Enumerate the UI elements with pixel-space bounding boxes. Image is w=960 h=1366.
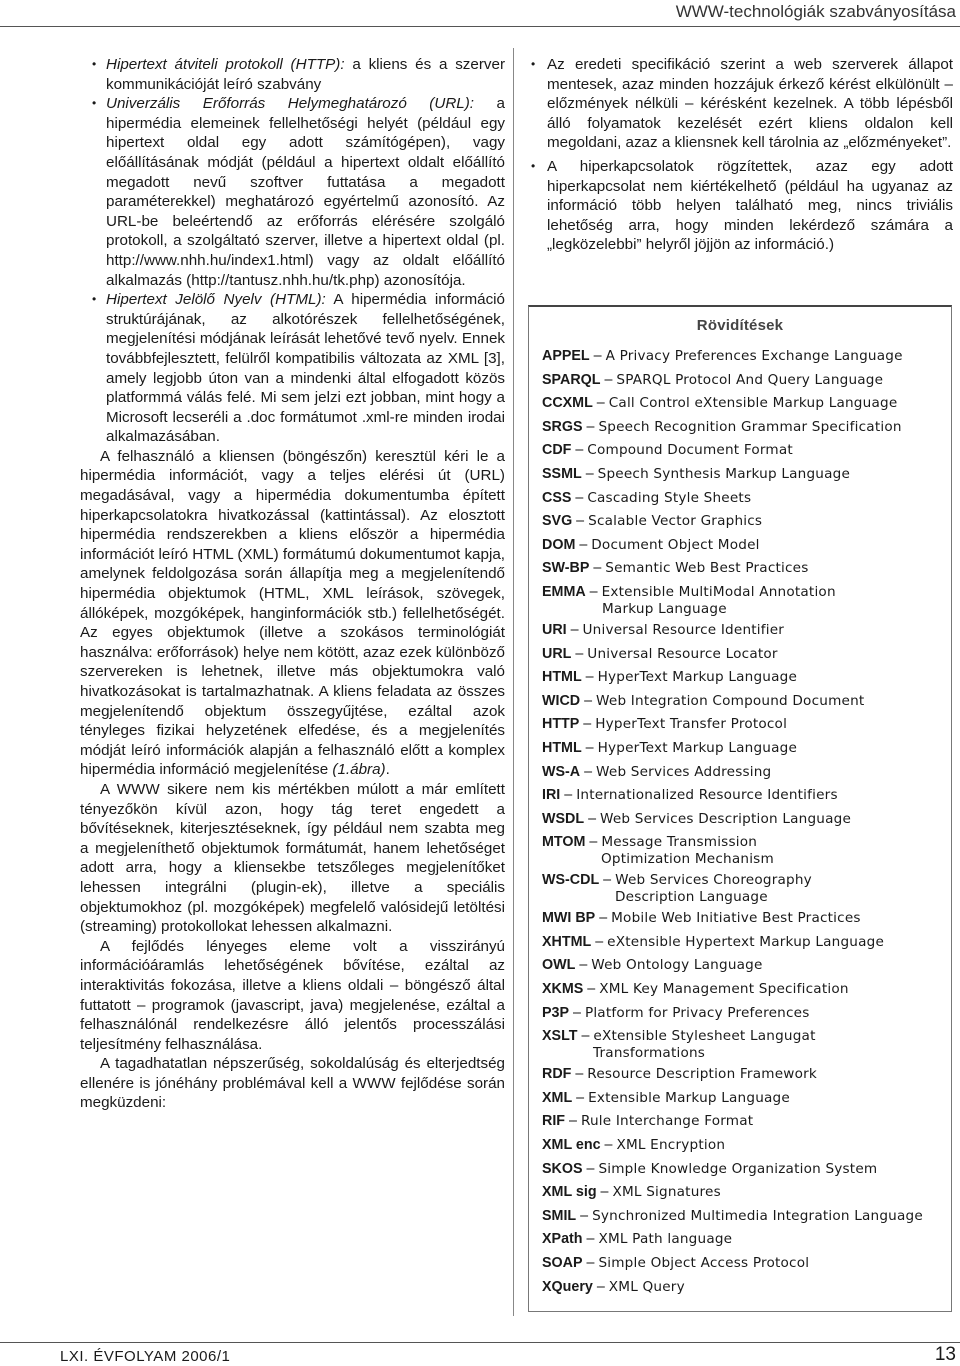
abbreviations-box <box>528 305 952 1312</box>
abbreviation-expansion: Web Services Choreography <box>615 872 812 889</box>
abbreviation-expansion: Simple Object Access Protocol <box>598 1255 810 1271</box>
abbreviation-item: CCXML – Call Control eXtensible Markup Language <box>542 395 898 412</box>
bullet-icon: • <box>92 96 97 111</box>
abbreviation: SOAP <box>542 1255 583 1271</box>
abbreviation-item: CSS – Cascading Style Sheets <box>542 489 752 506</box>
abbreviation: WS-A <box>542 763 581 780</box>
running-title: WWW-technológiák szabványosítása <box>675 2 956 21</box>
paragraph-text: A fejlődés lényeges eleme volt a visszirányú információáramlás lehetőségének bővítése, ezáltal az interaktivitás fokozása, illetve a kliens oldali – böngésző által futtatott – programok (javascript, java) megjelenése, ezáltal a felhasználónál rendelkezésre álló jelentős processzálási teljesítmény felhasználása. <box>80 937 505 1053</box>
abbreviation-expansion: XML Path language <box>598 1231 733 1248</box>
abbreviation: SVG <box>542 513 573 530</box>
abbreviation-item: XQuery – XML Query <box>542 1278 685 1295</box>
abbreviation: XSLT <box>542 1028 578 1045</box>
abbreviation-expansion: Internationalized Resource Identifiers <box>576 787 838 804</box>
list-item <box>528 157 953 255</box>
page-number: 13 <box>934 1344 956 1365</box>
paragraph-text: A felhasználó a kliensen (böngészőn) keresztül kéri le a hipermédia információt, vagy a teljes elérési út (URL) megadásával, vagy a hipermédia dokumentumba épített hiperkapcsolatokra hivatkozással (kattintással). Az elosztott hipermédia rendszerekben a kliens először a hipermédia információt leíró HTML (XML) formátumú dokumentumot kapja, amelynek feldolgozása során állapítja meg a megjelenítendő hipermédia objektumok (HTML, XML leírások, szövegek, állóképek, mozgóképek, hanginformációk stb.) fellelhetőségét. Az egyes objektumok (illetve a szokásos terminológiát használva: erőforrások) helye nem kötött, azaz ezek különböző szervereken is lehetnek, illetve más objektumokra való hivatkozásokat is tartalmazhatnak. A kliens feladata az összes megjelenítendő objektum összegyűjtése, ezáltal azok tényleges fizikai helyzetének elfedése, és a megjelenítés módját leíró információk alapján a felhasználó előtt a komplex hipermédia információ megjelenítése <box>80 447 505 779</box>
abbreviation-expansion-continued: Transformations <box>593 1045 706 1062</box>
abbreviation-expansion: Compound Document Format <box>587 442 793 459</box>
abbreviation-item: CDF – Compound Document Format <box>542 442 793 459</box>
abbreviation: SMIL <box>542 1207 577 1224</box>
abbreviation-expansion: XML Query <box>608 1278 685 1295</box>
abbreviation-expansion: XML Key Management Specification <box>599 981 849 998</box>
abbreviation-expansion: Message Transmission <box>601 834 758 851</box>
abbreviation-item: MWI BP – Mobile Web Initiative Best Practices <box>542 910 861 927</box>
abbreviation-expansion: Web Ontology Language <box>591 957 763 974</box>
abbreviation-expansion: XML Signatures <box>612 1184 721 1201</box>
abbreviation-item: OWL – Web Ontology Language <box>542 957 763 974</box>
term: Hipertext átviteli protokoll (HTTP): <box>106 56 345 73</box>
abbreviation: XML <box>542 1089 573 1106</box>
abbreviation-item: SMIL – Synchronized Multimedia Integration Language <box>542 1207 923 1224</box>
list-item <box>80 94 505 290</box>
abbreviation-expansion: Web Services Description Language <box>600 810 852 827</box>
paragraph-text: A tagadhatatlan népszerűség, sokoldalúság és elterjedtség ellenére is jónéhány problémával kell a WWW fejlődése során megküzdeni: <box>80 1055 505 1112</box>
abbreviation: RDF <box>542 1066 572 1083</box>
definition-list <box>80 55 505 447</box>
abbreviation: APPEL <box>542 348 590 364</box>
abbreviation: XKMS <box>542 981 584 998</box>
term: Hipertext Jelölő Nyelv (HTML): <box>106 291 326 309</box>
abbreviation-item: HTML – HyperText Markup Language <box>542 739 798 756</box>
abbreviation: XML enc <box>542 1137 601 1154</box>
abbreviation: SSML <box>542 465 582 482</box>
abbreviation-expansion: HyperText Transfer Protocol <box>595 716 788 733</box>
abbreviation-expansion: Universal Resource Identifier <box>582 621 785 638</box>
abbreviation-expansion: A Privacy Preferences Exchange Language <box>605 348 903 364</box>
abbreviation: EMMA <box>542 583 586 600</box>
abbreviation-expansion-continued: Optimization Mechanism <box>601 851 774 868</box>
definition: a kliens és a szerver kommunikációját leíró szabvány <box>106 56 506 93</box>
abbreviation-expansion: Speech Recognition Grammar Specification <box>598 418 902 435</box>
abbreviation-item: XML enc – XML Encryption <box>542 1137 726 1154</box>
abbreviation-item: XHTML – eXtensible Hypertext Markup Language <box>542 933 885 950</box>
abbreviation-expansion: Web Integration Compound Document <box>596 692 865 709</box>
abbreviation-expansion-continued: Markup Language <box>602 600 727 617</box>
figure-reference: (1.ábra) <box>332 761 386 779</box>
abbreviation: HTML <box>542 739 582 756</box>
abbreviation-expansion: Mobile Web Initiative Best Practices <box>611 910 861 927</box>
definition: A hipermédia információ struktúrájának, az alkotórészek fellelhetőségének, megjelenítési módjának leírását lehetővé tevő nyelv. Ennek továbbfejlesztett, felülről kompatibilis változata az XML [3], amely legjobb úton van a mindenki által elfogadott közös platformmá válás felé. Mi sem jelzi ezt jobban, mint hogy a Microsoft lecseréli a .doc formátumot .xml-re minden irodai alkalmazásában. <box>106 291 505 446</box>
column-divider <box>513 48 514 1316</box>
abbreviation: SRGS <box>542 418 583 435</box>
abbreviation-item: WS-A – Web Services Addressing <box>542 763 772 780</box>
abbreviation: SKOS <box>542 1160 583 1177</box>
abbreviation: WS-CDL <box>542 872 600 889</box>
abbreviation-item: APPEL – A Privacy Preferences Exchange Language <box>542 348 903 364</box>
paragraph-text: A WWW sikere nem kis mértékben múlott a már említett tényezőkön kívül azon, hogy tág teret engedett a bővítéseknek, kiterjesztéseknek, így például nem szabta meg a megjeleníthető objektumok formátumát, hanem lehetőséget adott arra, hogy a kliensekbe tetszőleges megjelenítőket lehessen integrálni (plugin-ek), illetve a speciális objektumokhoz (pl. mozgóképek) megfelelő valósidejű letöltési (streaming) protokollokat lehessen alkalmazni. <box>80 780 505 936</box>
abbreviation-item: URL – Universal Resource Locator <box>542 645 778 662</box>
list-item <box>80 55 505 94</box>
volume-label: LXI. ÉVFOLYAM 2006/1 <box>60 1348 231 1365</box>
abbreviation-item: SRGS – Speech Recognition Grammar Specification <box>542 418 902 435</box>
abbreviation: XQuery <box>542 1278 593 1295</box>
abbreviation-expansion: XML Encryption <box>616 1137 726 1154</box>
abbreviation-item: SSML – Speech Synthesis Markup Language <box>542 465 851 482</box>
paragraph-tail: . <box>385 761 390 779</box>
abbreviation-item: SW-BP – Semantic Web Best Practices <box>542 560 809 577</box>
abbreviation-item: XML – Extensible Markup Language <box>542 1089 790 1106</box>
abbreviation-item: XKMS – XML Key Management Specification <box>542 981 849 998</box>
abbreviation-item: SOAP – Simple Object Access Protocol <box>542 1255 810 1271</box>
body-paragraph <box>80 447 505 780</box>
abbreviation: WICD <box>542 692 581 709</box>
abbreviation-item: MTOM – Message Transmission Optimization Mechanism <box>542 834 951 868</box>
abbreviation-expansion: HyperText Markup Language <box>597 669 798 686</box>
abbreviation-expansion: Web Services Addressing <box>596 763 772 780</box>
abbreviation: XML sig <box>542 1184 597 1201</box>
body-paragraph <box>80 1054 505 1113</box>
bullet-icon: • <box>92 57 97 71</box>
abbreviation: SPARQL <box>542 371 601 388</box>
abbreviation-expansion: Extensible MultiModal Annotation <box>601 583 836 600</box>
abbreviation-item: HTML – HyperText Markup Language <box>542 669 798 686</box>
abbreviation: MTOM <box>542 834 586 851</box>
abbreviation-expansion: Platform for Privacy Preferences <box>584 1004 810 1021</box>
page-header <box>0 0 960 27</box>
abbreviation-item: EMMA – Extensible MultiModal Annotation Markup Language <box>542 584 951 618</box>
definition: a hipermédia elemeinek fellelhetőségi helyét (például egy hipertext oldal egy adott számítógépen), vagy előállításának módját (például a hipertext oldalt előállító megadott nevű szoftver futtatása a megadott paraméterekkel) meghatározó egyértelmű azonosító. Az URL-be beleértendő az erőforrás elérésére szolgáló protokoll, a szolgáltató szerver, illetve a hipertext oldal (pl. http://www.nhh.hu/index1.html) vagy az oldalt előállító alkalmazás (http://tantusz.nhh.hu/tk.php) azonosítója. <box>106 95 505 289</box>
left-column <box>80 55 505 1113</box>
abbreviation-expansion-continued: Description Language <box>615 889 768 906</box>
right-column <box>528 55 953 255</box>
problem-text: Az eredeti specifikáció szerint a web szerverek állapot mentesek, azaz minden hozzájuk érkező kérést elkülönült – előzmények nélküli – kérésként kezelnek. A több lépésből álló folyamatok kezelését ezért kliens oldalon kell megoldani, azaz a kliensnek kell tárolnia az „előzményeket”. <box>547 56 953 152</box>
abbreviation: OWL <box>542 957 576 974</box>
problem-text: A hiperkapcsolatok rögzítettek, azaz egy adott hiperkapcsolat nem kiértékelhető (például ha ugyanaz az információ több helyen található meg, nincs triviális lehetőség arra, hogy minden lekérdező számára a „legközelebbi” helyről jöjjön az információ.) <box>547 157 953 254</box>
bullet-icon: • <box>531 158 536 173</box>
abbreviation-item: SKOS – Simple Knowledge Organization System <box>542 1160 878 1177</box>
abbreviation-item: WS-CDL – Web Services Choreography Description Language <box>542 872 951 906</box>
abbreviation-expansion: Speech Synthesis Markup Language <box>597 465 851 482</box>
abbreviation-expansion: Scalable Vector Graphics <box>588 513 763 530</box>
abbreviation-item: XML sig – XML Signatures <box>542 1184 721 1201</box>
abbreviation: SW-BP <box>542 560 590 577</box>
abbreviation-expansion: Semantic Web Best Practices <box>605 560 809 577</box>
abbreviation: CDF <box>542 442 572 459</box>
abbreviation: CCXML <box>542 395 593 412</box>
abbreviation-expansion: SPARQL Protocol And Query Language <box>616 371 884 388</box>
abbreviation-expansion: Document Object Model <box>591 536 760 553</box>
abbreviation-item: URI – Universal Resource Identifier <box>542 621 785 638</box>
abbreviation-expansion: eXtensible Stylesheet Langugat <box>593 1028 816 1045</box>
abbreviation: IRI <box>542 787 561 804</box>
footer-rule <box>0 1342 960 1343</box>
body-paragraph <box>80 937 505 1055</box>
body-paragraph <box>80 780 505 937</box>
abbreviation-expansion: Synchronized Multimedia Integration Language <box>592 1207 923 1224</box>
bullet-icon: • <box>531 57 536 71</box>
abbreviation: HTTP <box>542 716 580 733</box>
abbreviation: MWI BP <box>542 910 596 927</box>
bullet-icon: • <box>92 292 97 307</box>
abbreviation: WSDL <box>542 810 585 827</box>
abbreviation: CSS <box>542 489 572 506</box>
abbreviation-expansion: Simple Knowledge Organization System <box>598 1160 878 1177</box>
abbreviation-item: IRI – Internationalized Resource Identifiers <box>542 787 838 804</box>
abbreviation-item: RIF – Rule Interchange Format <box>542 1113 754 1130</box>
abbreviation-expansion: Call Control eXtensible Markup Language <box>608 395 898 412</box>
abbreviation-item: SVG – Scalable Vector Graphics <box>542 513 763 530</box>
abbreviation-item: RDF – Resource Description Framework <box>542 1066 817 1083</box>
abbreviation: P3P <box>542 1004 570 1021</box>
abbreviation-item: XSLT – eXtensible Stylesheet Langugat Transformations <box>542 1028 951 1062</box>
term: Univerzális Erőforrás Helymeghatározó (URL): <box>106 95 475 113</box>
abbreviations-list <box>529 348 951 1296</box>
abbreviation: URL <box>542 645 572 662</box>
abbreviation: XHTML <box>542 933 592 950</box>
abbreviation: RIF <box>542 1113 566 1130</box>
abbreviation-item: WSDL – Web Services Description Language <box>542 810 852 827</box>
problem-list <box>528 55 953 255</box>
abbreviation-item: XPath – XML Path language <box>542 1231 733 1248</box>
abbreviation-expansion: Cascading Style Sheets <box>587 489 752 506</box>
list-item <box>80 290 505 447</box>
abbreviation-expansion: HyperText Markup Language <box>597 739 798 756</box>
abbreviation-item: P3P – Platform for Privacy Preferences <box>542 1004 810 1021</box>
abbreviation-expansion: Universal Resource Locator <box>587 645 778 662</box>
abbreviation: HTML <box>542 669 582 686</box>
abbreviation-item: HTTP – HyperText Transfer Protocol <box>542 716 788 733</box>
abbreviations-title: Rövidítések <box>696 317 784 334</box>
abbreviation: DOM <box>542 536 576 553</box>
abbreviation: URI <box>542 621 567 638</box>
abbreviation: XPath <box>542 1231 583 1248</box>
abbreviation-expansion: Rule Interchange Format <box>580 1113 754 1130</box>
abbreviation-expansion: eXtensible Hypertext Markup Language <box>607 933 885 950</box>
list-item <box>528 55 953 153</box>
abbreviation-item: SPARQL – SPARQL Protocol And Query Language <box>542 371 884 388</box>
abbreviation-item: WICD – Web Integration Compound Document <box>542 692 865 709</box>
abbreviation-expansion: Resource Description Framework <box>587 1066 817 1083</box>
abbreviation-item: DOM – Document Object Model <box>542 536 760 553</box>
abbreviation-expansion: Extensible Markup Language <box>588 1089 790 1106</box>
